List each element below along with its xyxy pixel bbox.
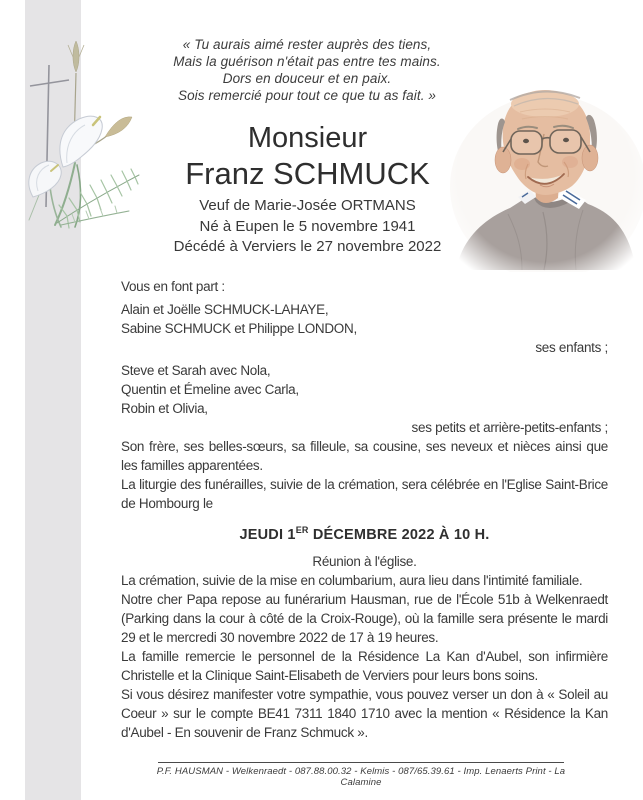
announcement-body [121,277,608,742]
visitation-paragraph: Notre cher Papa repose au funérarium Hausman, rue de l'École 51b à Welkenraedt (Parking dans la cour à côté de la Croix-Rouge), où la famille sera présente le mardi 29 et le mercredi 30 novembre 2022 de 17 à 19 heures. [121,591,608,645]
name-line: Steve et Sarah avec Nola, [121,363,271,378]
quote-line: Mais la guérison n'était pas entre tes mains. [173,54,441,69]
name-line: Robin et Olivia, [121,401,208,416]
civility-title: Monsieur [247,122,368,154]
deceased-header [110,121,505,258]
grandchildren-names [121,361,608,418]
thanks-paragraph: La famille remercie le personnel de la Résidence La Kan d'Aubel, son infirmière Christelle et la Clinique Saint-Elisabeth de Verviers pour leurs bons soins. [121,648,608,683]
meeting-line: Réunion à l'église. [312,553,417,569]
name-line: Alain et Joëlle SCHMUCK-LAHAYE, [121,302,329,317]
funeral-date [121,521,608,545]
funeral-home-footer: P.F. HAUSMAN - Welkenraedt - 087.88.00.32 - Kelmis - 087/65.39.61 - Imp. Lenaerts Print - La Calamine [156,766,566,788]
grandchildren-label: ses petits et arrière-petits-enfants ; [411,420,608,435]
date-prefix: JEUDI 1 [239,526,296,543]
children-label: ses enfants ; [535,340,608,355]
date-ordinal: ER [295,525,309,535]
intro-line: Vous en font part : [121,279,225,294]
deceased-name: Franz SCHMUCK [185,156,430,191]
family-paragraph: Son frère, ses belles-sœurs, sa filleule, sa cousine, ses neveux et nièces ainsi que les familles apparentées. [121,439,608,473]
widower-line: Veuf de Marie-Josée ORTMANS [199,197,416,214]
name-line: Quentin et Émeline avec Carla, [121,382,299,397]
quote-line: Sois remercié pour tout ce que tu as fait. » [177,88,437,103]
donation-paragraph: Si vous désirez manifester votre sympathie, vous pouvez verser un don à « Soleil au Coeur » sur le compte BE41 7311 1840 1710 avec la mention « Résidence la Kan d'Aubel - En souvenir de Franz Schmuck ». [121,686,608,740]
birth-line: Né à Eupen le 5 novembre 1941 [199,217,416,235]
quote-line: « Tu aurais aimé rester auprès des tiens, [182,37,432,52]
deceased-portrait-photo [448,82,643,272]
footer-divider [158,762,564,763]
quote-line: Dors en douceur et en paix. [222,71,392,86]
date-suffix: DÉCEMBRE 2022 À 10 H. [308,526,490,543]
calla-lily-icon [29,116,102,197]
memorial-quote [132,36,482,104]
death-line: Décédé à Verviers le 27 novembre 2022 [173,238,442,255]
name-line: Sabine SCHMUCK et Philippe LONDON, [121,321,357,336]
deceased-details [110,196,505,258]
liturgy-paragraph: La liturgie des funérailles, suivie de la crémation, sera célébrée en l'Eglise Saint-Brice de Hombourg le [121,477,608,511]
children-names [121,300,608,338]
cremation-paragraph: La crémation, suivie de la mise en columbarium, aura lieu dans l'intimité familiale. [121,572,583,588]
